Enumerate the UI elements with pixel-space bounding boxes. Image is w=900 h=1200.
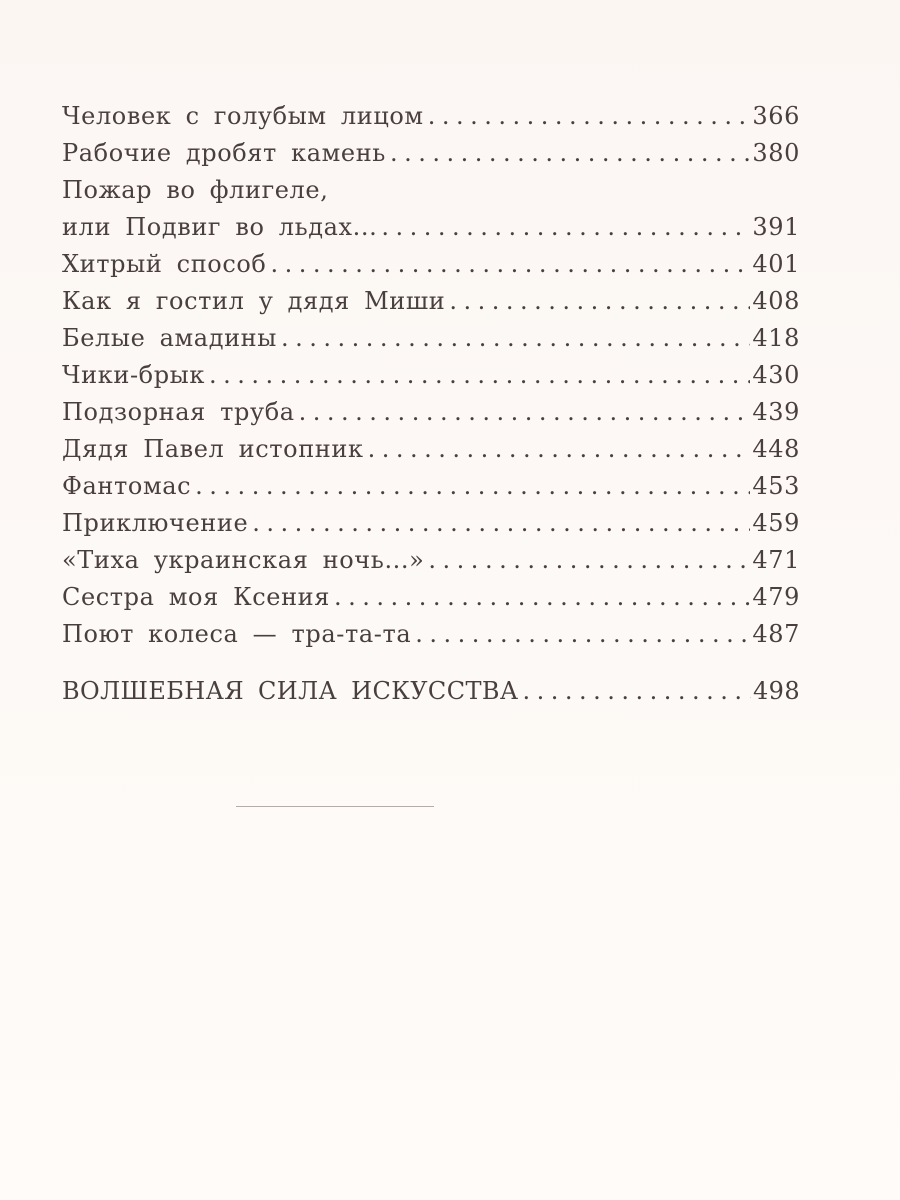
toc-entry [62,616,800,653]
dot-leader [270,246,750,283]
toc-entry [62,135,800,172]
dot-leader [195,468,750,505]
toc-entry-title: Белые амадины [62,324,277,352]
toc-entry [62,98,800,135]
dot-leader [449,283,750,320]
toc-entry-title: Человек с голубым лицом [62,102,424,130]
dot-leader [522,673,751,710]
dot-leader [299,394,751,431]
dot-leader [334,579,750,616]
dot-leader [252,505,750,542]
toc-entry-page: 448 [752,435,800,463]
toc-entry [62,283,800,320]
toc-entry-title: Сестра моя Ксения [62,583,331,611]
toc-entry-title: Чики-брык [62,361,205,389]
dot-leader [368,431,751,468]
toc-section-title: ВОЛШЕБНАЯ СИЛА ИСКУССТВА [62,677,519,705]
toc-entry-page: 459 [752,509,800,537]
toc-entry-page: 380 [752,139,800,167]
toc-entry [62,505,800,542]
toc-entry-page: 453 [752,472,800,500]
toc-entry-page: 439 [752,398,800,426]
toc-entry-page: 479 [752,583,800,611]
toc-entry-title: Приключение [62,509,249,537]
toc-entry-title: Фантомас [62,472,192,500]
toc-entry [62,357,800,394]
toc-entry [62,209,800,246]
toc-entry-title: или Подвиг во льдах... [62,213,378,241]
toc-entry-title: Хитрый способ [62,250,267,278]
toc-entry-page: 391 [752,213,800,241]
toc-entry-title: «Тиха украинская ночь...» [62,546,425,574]
toc-entry-page: 430 [752,361,800,389]
divider-rule [236,806,434,807]
toc-section-heading [62,673,800,710]
dot-leader [209,357,750,394]
toc-entry-page: 418 [752,324,800,352]
table-of-contents [62,98,800,710]
toc-entry [62,394,800,431]
toc-entry-title: Рабочие дробят камень [62,139,386,167]
toc-entry [62,320,800,357]
toc-entry-page: 366 [752,102,800,130]
dot-leader [281,320,750,357]
toc-entry-page: 471 [752,546,800,574]
toc-entry-multiline [62,172,800,246]
toc-entry [62,431,800,468]
toc-entry-title: Как я гостил у дядя Миши [62,287,446,315]
toc-entry-page: 487 [752,620,800,648]
dot-leader [428,542,750,579]
toc-section-page: 498 [752,677,800,705]
toc-entry-title: Подзорная труба [62,398,295,426]
toc-entry [62,579,800,616]
dot-leader [415,616,750,653]
toc-entry-page: 408 [752,287,800,315]
toc-entry-title: Поют колеса — тра-та-та [62,620,412,648]
dot-leader [390,135,750,172]
dot-leader [381,209,750,246]
toc-entry [62,468,800,505]
toc-entry [62,542,800,579]
toc-entry-title-line1: Пожар во флигеле, [62,176,329,204]
toc-entry [62,246,800,283]
toc-entry-page: 401 [752,250,800,278]
dot-leader [428,98,751,135]
toc-entry-title: Дядя Павел истопник [62,435,364,463]
